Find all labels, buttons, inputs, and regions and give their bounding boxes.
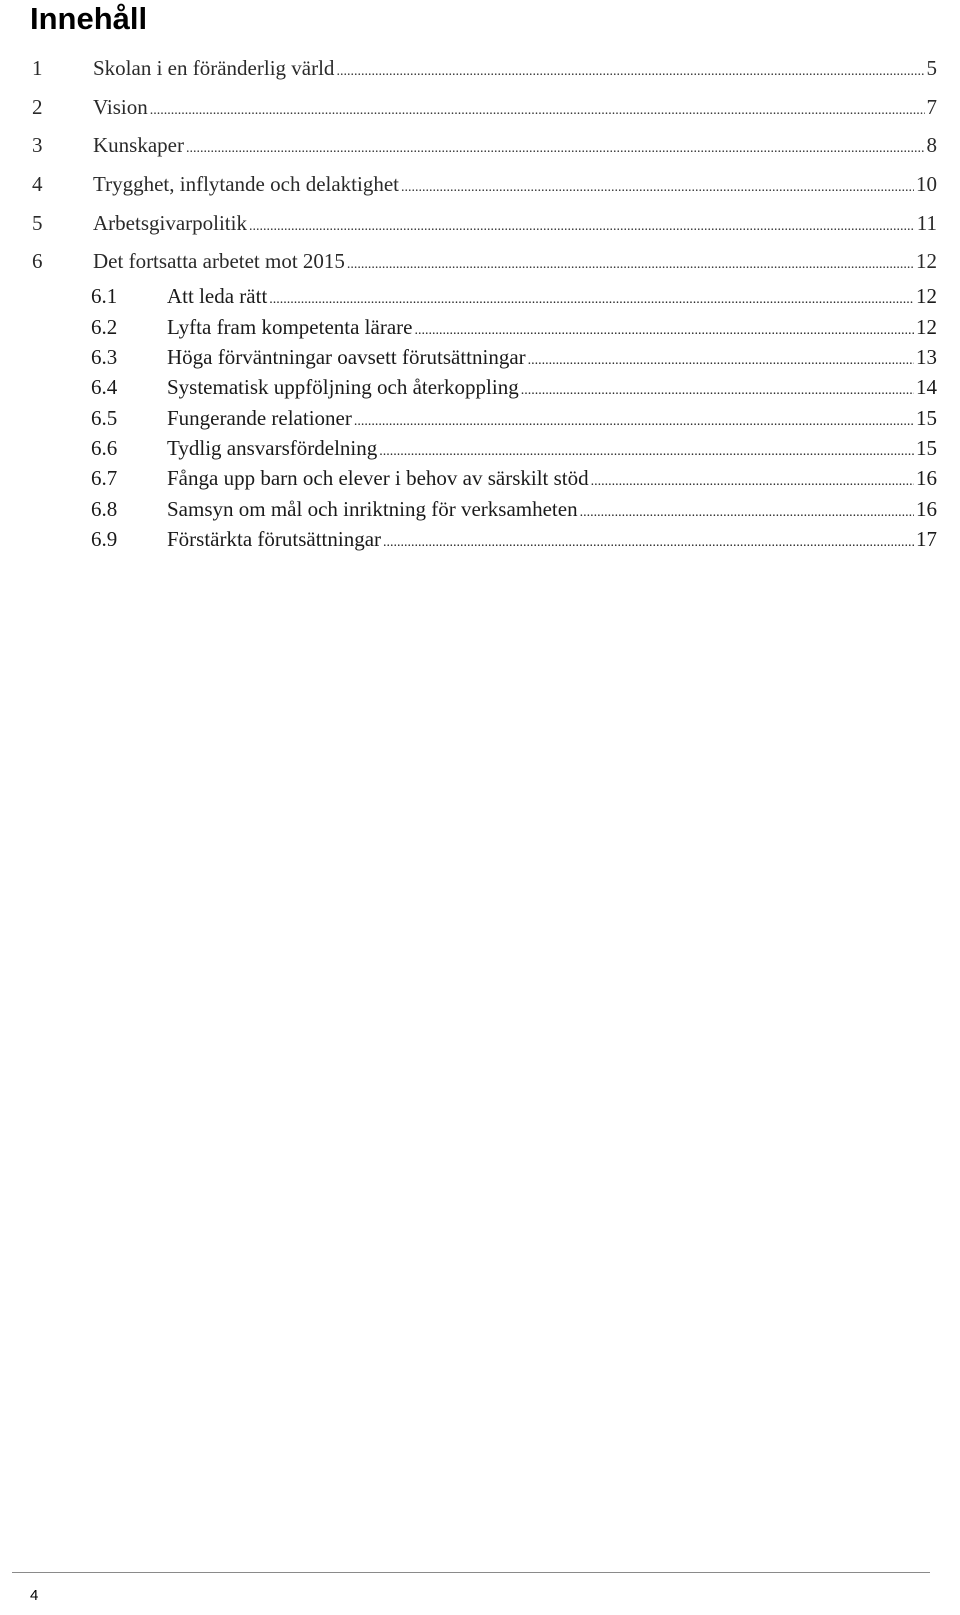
toc-entry-page: 8 (926, 133, 937, 158)
toc-entry-page: 16 (916, 466, 937, 491)
toc-entry-number: 3 (32, 133, 43, 158)
toc-entry-page: 15 (916, 436, 937, 461)
toc-entry-page: 11 (916, 210, 937, 235)
toc-entry-title: Att leda rätt (167, 284, 268, 309)
toc-entry-title: Systematisk uppföljning och återkoppling (167, 375, 519, 400)
toc-heading: Innehåll (30, 1, 148, 36)
toc-entry-title: Förstärkta förutsättningar (167, 527, 382, 552)
toc-entry-number: 5 (32, 210, 43, 235)
toc-entry[interactable] (32, 126, 937, 165)
toc-entry-title: Kunskaper (93, 133, 184, 158)
toc-dot-leader (336, 49, 924, 88)
toc-dot-leader (186, 126, 925, 165)
toc-entry-title: Höga förväntningar oavsett förutsättningar (167, 344, 526, 369)
toc-entry-page: 12 (916, 284, 937, 309)
toc-entry[interactable] (32, 372, 937, 402)
toc-dot-leader (414, 312, 914, 342)
toc-entry-number: 6.2 (91, 314, 118, 339)
toc-entry-number: 6.5 (91, 405, 118, 430)
toc-entry[interactable] (32, 494, 937, 524)
toc-entry-number: 6.1 (91, 284, 118, 309)
toc-entry-number: 6.6 (91, 436, 118, 461)
toc-entry-title: Samsyn om mål och inriktning för verksamheten (167, 496, 578, 521)
toc-entry-page: 5 (926, 56, 937, 80)
toc-entry-title: Det fortsatta arbetet mot 2015 (93, 249, 345, 274)
toc-dot-leader (580, 494, 914, 524)
toc-dot-leader (249, 204, 915, 243)
toc-dot-leader (591, 463, 914, 493)
toc-dot-leader (379, 433, 914, 463)
toc-entry-title: Skolan i en föränderlig värld (93, 56, 335, 80)
footer-page-number: 4 (30, 1587, 39, 1604)
toc-entry-number: 6.7 (91, 466, 118, 491)
toc-dot-leader (528, 342, 914, 372)
toc-entry-number: 6.4 (91, 375, 118, 400)
toc-entry[interactable] (32, 312, 937, 342)
toc-entry-title: Trygghet, inflytande och delaktighet (93, 172, 399, 197)
toc-entry-title: Tydlig ansvarsfördelning (167, 436, 378, 461)
toc-dot-leader (269, 281, 914, 311)
toc-entry[interactable] (32, 242, 937, 281)
footer-divider (12, 1572, 930, 1573)
toc-entry[interactable] (32, 165, 937, 204)
toc-entry[interactable] (32, 463, 937, 493)
toc-dot-leader (521, 372, 914, 402)
toc-entry-page: 12 (916, 249, 937, 274)
toc-entry-title: Vision (93, 94, 148, 119)
toc-entry-page: 16 (916, 496, 937, 521)
toc-entry[interactable] (32, 342, 937, 372)
toc-entry-page: 14 (916, 375, 937, 400)
toc-entry-title: Lyfta fram kompetenta lärare (167, 314, 413, 339)
toc-entry-page: 12 (916, 314, 937, 339)
toc-entry-number: 6 (32, 249, 43, 274)
toc-entry-title: Fånga upp barn och elever i behov av särskilt stöd (167, 466, 589, 491)
toc-entry[interactable] (32, 433, 937, 463)
toc-entry-number: 6.9 (91, 527, 118, 552)
toc-entry[interactable] (32, 88, 937, 127)
toc-dot-leader (347, 242, 914, 281)
toc-entry-page: 17 (916, 527, 937, 552)
toc-entry[interactable] (32, 281, 937, 311)
toc-dot-leader (354, 403, 914, 433)
toc-entry-number: 6.8 (91, 496, 118, 521)
table-of-contents (32, 49, 937, 555)
toc-entry-page: 10 (916, 172, 937, 197)
toc-entry[interactable] (32, 524, 937, 554)
toc-entry-number: 2 (32, 94, 43, 119)
toc-dot-leader (383, 524, 914, 554)
toc-entry-number: 4 (32, 172, 43, 197)
toc-entry-title: Arbetsgivarpolitik (93, 210, 247, 235)
toc-entry[interactable] (32, 204, 937, 243)
toc-entry-page: 15 (916, 405, 937, 430)
toc-entry-page: 7 (926, 94, 937, 119)
toc-entry-number: 1 (32, 56, 43, 80)
toc-entry[interactable] (32, 49, 937, 88)
toc-entry-page: 13 (916, 344, 937, 369)
toc-entry-title: Fungerande relationer (167, 405, 352, 430)
toc-dot-leader (150, 88, 925, 127)
toc-entry-number: 6.3 (91, 344, 118, 369)
toc-entry[interactable] (32, 403, 937, 433)
toc-dot-leader (401, 165, 914, 204)
